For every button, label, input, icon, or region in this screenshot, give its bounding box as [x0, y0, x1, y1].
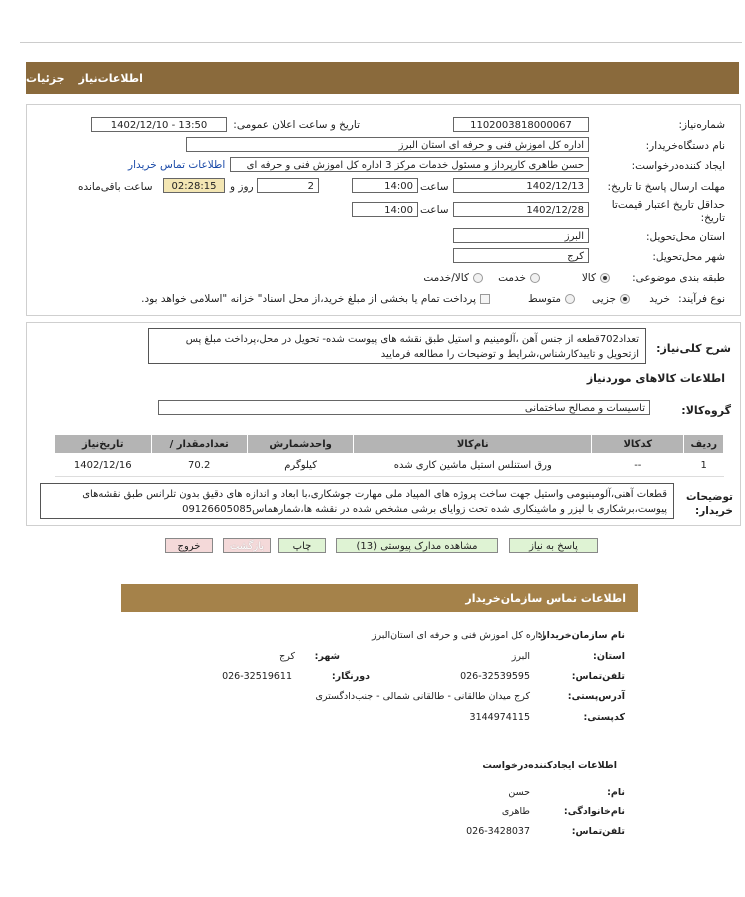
- buyer-org-field[interactable]: اداره کل اموزش فنی و حرفه ای استان البرز: [186, 137, 589, 152]
- phone-value: 026-32539595: [460, 671, 530, 682]
- creator-phone-value: 026-3428037: [466, 826, 530, 837]
- creator-name-value: حسن: [508, 787, 530, 798]
- org-name-label: نام سازمان‌خریدار:: [537, 630, 625, 641]
- org-name-value: اداره کل اموزش فنی و حرفه ای استان‌البرز: [371, 630, 545, 641]
- summary-text-box: [148, 328, 646, 364]
- top-divider: [20, 42, 742, 43]
- radio-goods[interactable]: [600, 273, 610, 283]
- cell-unit: کیلوگرم: [247, 454, 353, 477]
- attachments-button[interactable]: مشاهده مدارک پیوستی (13): [336, 538, 498, 553]
- creator-family-value: طاهری: [501, 806, 530, 817]
- tab-need-info[interactable]: اطلاعات‌نیاز: [78, 71, 143, 85]
- process-option-minor[interactable]: جزیی: [592, 293, 630, 305]
- cell-qty: 70.2: [151, 454, 247, 477]
- goods-table-header: [55, 435, 724, 454]
- fax-label: دورنگار:: [331, 671, 370, 682]
- buyer-contact-link[interactable]: اطلاعات تماس خریدار: [128, 159, 226, 171]
- creator-family-label: نام‌خانوادگی:: [563, 806, 625, 817]
- creator-name-label: نام:: [607, 787, 625, 798]
- category-option-service[interactable]: خدمت: [498, 272, 540, 284]
- creator-info-heading: اطلاعات ایجادکننده‌درخواست: [482, 760, 617, 771]
- need-number-field[interactable]: 1102003818000067: [453, 117, 589, 132]
- col-row: ردیف: [684, 435, 724, 454]
- summary-text: تعداد702قطعه از جنس آهن ،آلومینیم و استیل طبق نقشه های پیوست شده- تحویل در محل،پرداخت مبلغ پس ازتحویل و تاییدکارشناس،شرایط و توضیحات را مطالعه فرمایید: [185, 334, 639, 360]
- buyer-org-label: نام دستگاه‌خریدار:: [645, 140, 725, 152]
- buyer-contact-band: [121, 584, 638, 612]
- phone-label: تلفن‌تماس:: [571, 671, 625, 682]
- cell-code: --: [592, 454, 684, 477]
- creator-phone-label: تلفن‌تماس:: [571, 826, 625, 837]
- buyer-contact-title: اطلاعات تماس سازمان‌خریدار: [465, 591, 626, 605]
- announce-date-label: تاریخ و ساعت اعلان عمومی:: [233, 119, 360, 131]
- category-option-goods[interactable]: کالا: [582, 272, 610, 284]
- process-option-medium[interactable]: متوسط: [528, 293, 575, 305]
- city-contact-label: شهر:: [314, 651, 340, 662]
- reply-time-field[interactable]: 14:00: [352, 178, 418, 193]
- city-field[interactable]: کرج: [453, 248, 589, 263]
- radio-goods-service[interactable]: [473, 273, 483, 283]
- radio-medium[interactable]: [565, 294, 575, 304]
- reply-button[interactable]: پاسخ به نیاز: [509, 538, 598, 553]
- tab-details[interactable]: جزئیات: [26, 71, 65, 85]
- province-contact-label: استان:: [593, 651, 625, 662]
- goods-group-field[interactable]: تاسیسات و مصالح ساختمانی: [158, 400, 650, 415]
- category-label: طبقه بندی موضوعی:: [632, 272, 725, 284]
- creator-field[interactable]: حسن طاهری کارپرداز و مسئول خدمات مرکز 3 اداره کل اموزش فنی و حرفه ای: [230, 157, 589, 172]
- col-unit: واحدشمارش: [247, 435, 353, 454]
- summary-label: شرح کلی‌نیاز:: [656, 342, 731, 355]
- validity-time-field[interactable]: 14:00: [352, 202, 418, 217]
- validity-label: حداقل تاریخ اعتبار قیمت‌تا تاریخ:: [611, 199, 725, 224]
- print-button[interactable]: چاپ: [278, 538, 326, 553]
- buyer-notes-label: توضیحات خریدار:: [685, 491, 733, 517]
- days-field[interactable]: 2: [257, 178, 319, 193]
- creator-label: ایجاد کننده‌درخواست:: [631, 160, 725, 172]
- col-code: کدکالا: [592, 435, 684, 454]
- cell-date: 1402/12/16: [55, 454, 152, 477]
- back-button[interactable]: بازگشت: [223, 538, 271, 553]
- days-label: روز و: [230, 181, 254, 193]
- treasury-checkbox[interactable]: [480, 294, 490, 304]
- province-field[interactable]: البرز: [453, 228, 589, 243]
- treasury-payment-option[interactable]: پرداخت تمام یا بخشی از مبلغ خرید،از محل اسناد" خزانه "اسلامی خواهد بود.: [141, 293, 490, 305]
- buyer-notes-text: قطعات آهنی،آلومینیومی واستیل جهت ساخت پروژه های المپیاد ملی مهارت جوشکاری،با ابعاد و اندازه های دقیق بدون تلرانس طبق نقشه‌های پیوست،برشکاری با لیزر و ماشینکاری شده تحت زوایای برشی مشخص شده در نقشه ها،شمارهماس09126605085: [82, 489, 667, 515]
- goods-table: [54, 434, 724, 477]
- validity-time-label: ساعت: [420, 204, 449, 216]
- category-option-goods-service[interactable]: کالا/خدمت: [423, 272, 483, 284]
- header-band: [26, 62, 739, 94]
- remaining-time-label: ساعت باقی‌مانده: [78, 181, 153, 193]
- exit-button[interactable]: خروج: [165, 538, 213, 553]
- announce-date-field[interactable]: 1402/12/10 - 13:50: [91, 117, 227, 132]
- need-number-label: شماره‌نیاز:: [678, 119, 725, 131]
- fax-value: 026-32519611: [222, 671, 292, 682]
- table-row[interactable]: [55, 454, 724, 477]
- province-contact-value: البرز: [511, 651, 530, 662]
- radio-service[interactable]: [530, 273, 540, 283]
- remaining-time-field: 02:28:15: [163, 178, 225, 193]
- city-label: شهر محل‌تحویل:: [652, 251, 725, 263]
- province-label: استان محل‌تحویل:: [645, 231, 725, 243]
- address-label: آدرس‌پستی:: [567, 691, 625, 702]
- cell-name: ورق استنلس استیل ماشین کاری شده: [354, 454, 592, 477]
- address-value: کرج میدان طالقانی - طالقانی شمالی - جنب‌دادگستری: [315, 691, 530, 702]
- col-qty: تعدادمقدار /: [151, 435, 247, 454]
- postal-code-label: کدپستی:: [583, 712, 625, 723]
- reply-date-field[interactable]: 1402/12/13: [453, 178, 589, 193]
- city-contact-value: کرج: [279, 651, 295, 662]
- buyer-notes-box: [40, 483, 674, 519]
- process-label: نوع فرآیند:: [678, 293, 725, 305]
- reply-time-label: ساعت: [420, 181, 449, 193]
- goods-info-heading: اطلاعات کالاهای موردنیاز: [586, 372, 725, 385]
- postal-code-value: 3144974115: [469, 712, 530, 723]
- cell-row: 1: [684, 454, 724, 477]
- validity-date-field[interactable]: 1402/12/28: [453, 202, 589, 217]
- col-name: نام‌کالا: [354, 435, 592, 454]
- col-date: تاریخ‌نیاز: [55, 435, 152, 454]
- goods-group-label: گروه‌کالا:: [681, 404, 731, 417]
- process-option-buy: خرید: [649, 293, 670, 305]
- reply-deadline-label: مهلت ارسال پاسخ تا تاریخ:: [607, 181, 725, 193]
- radio-minor[interactable]: [620, 294, 630, 304]
